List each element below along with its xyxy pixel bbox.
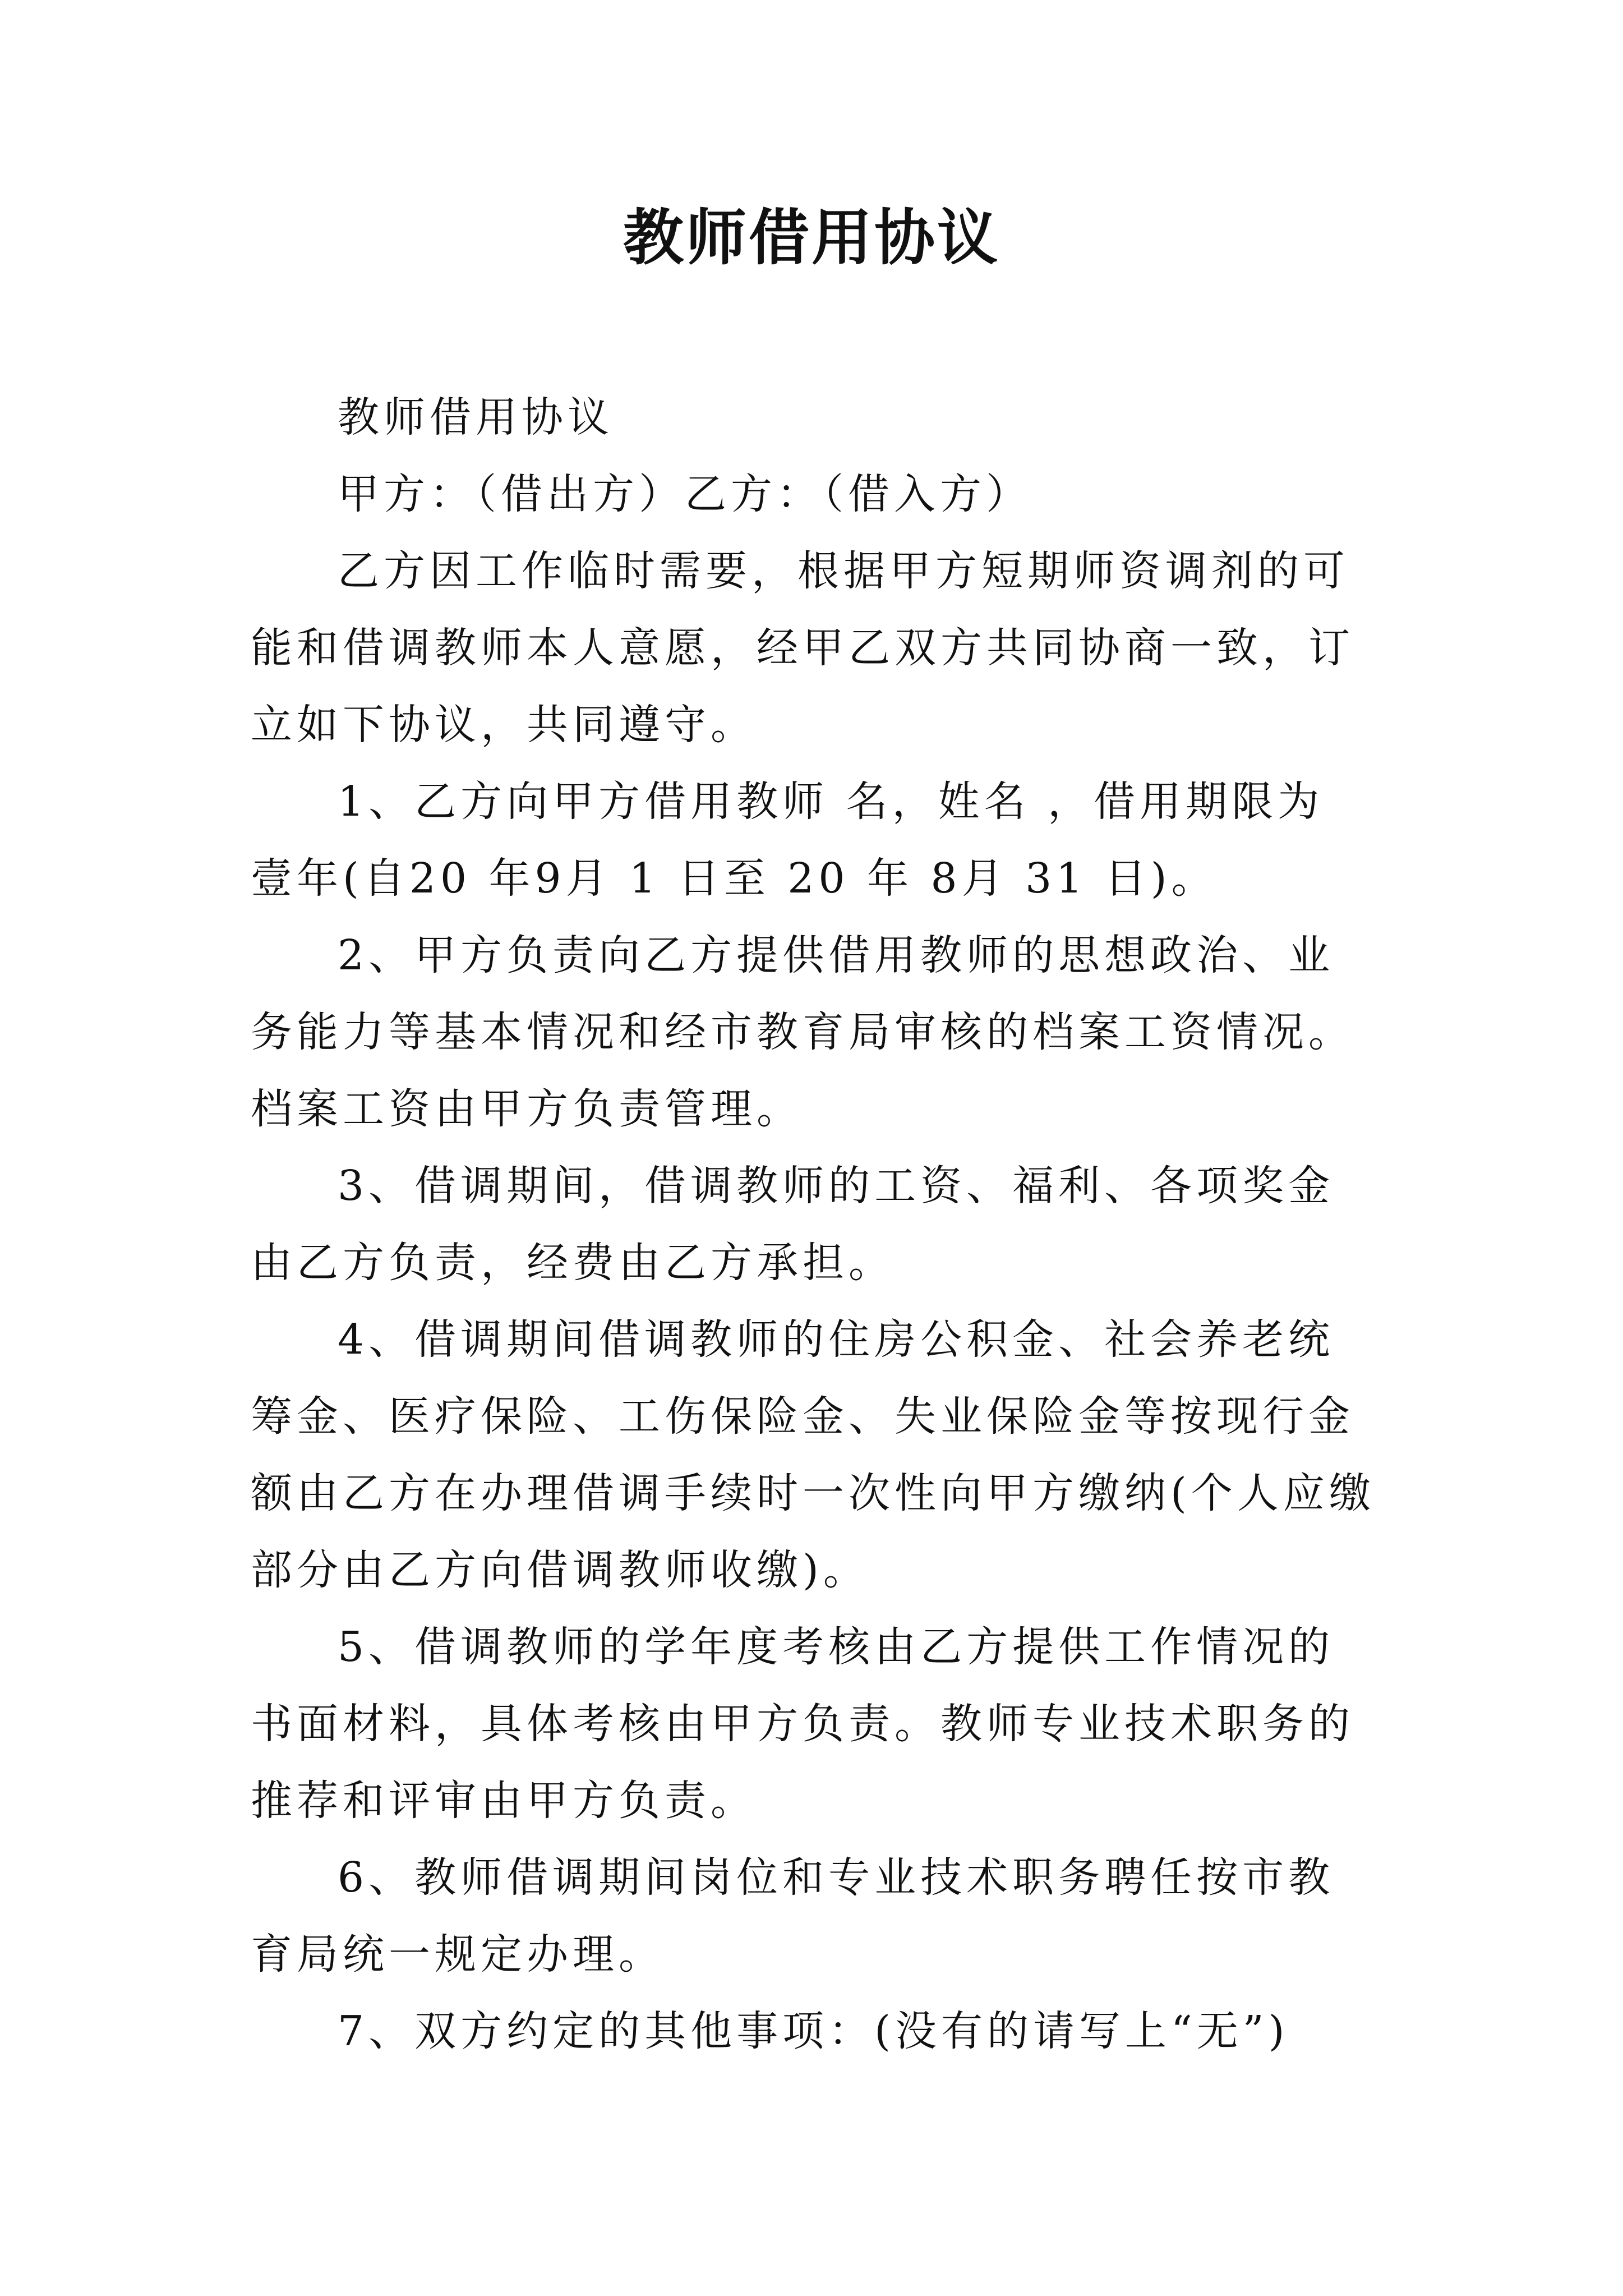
intro-paragraph: 乙方因工作临时需要，根据甲方短期师资调剂的可能和借调教师本人意愿，经甲乙双方共同协商一致，订立如下协议，共同遵守。 — [251, 547, 1354, 749]
parties-paragraph: 甲方：（借出方）乙方：（借入方） — [338, 470, 1032, 518]
clause-2: 2、甲方负责向乙方提供借用教师的思想政治、业务能力等基本情况和经市教育局审核的档案工资情况。档案工资由甲方负责管理。 — [251, 931, 1354, 1133]
clause-1: 1、乙方向甲方借用教师 名，姓名 ，借用期限为 壹年(自20 年9月 1 日至 20 年 8月 31 日)。 — [251, 777, 1324, 903]
clause-5: 5、借调教师的学年度考核由乙方提供工作情况的书面材料，具体考核由甲方负责。教师专业技术职务的推荐和评审由甲方负责。 — [251, 1623, 1354, 1825]
clause-7: 7、双方约定的其他事项：(没有的请写上“无”) — [338, 2007, 1289, 2055]
clause-6: 6、教师借调期间岗位和专业技术职务聘任按市教育局统一规定办理。 — [251, 1853, 1335, 1978]
document-title: 教师借用协议 — [623, 203, 1000, 273]
clause-3: 3、借调期间，借调教师的工资、福利、各项奖金由乙方负责，经费由乙方承担。 — [251, 1162, 1335, 1287]
document-body — [251, 379, 1378, 2070]
clause-4: 4、借调期间借调教师的住房公积金、社会养老统筹金、医疗保险、工伤保险金、失业保险金等按现行金额由乙方在办理借调手续时一次性向甲方缴纳(个人应缴部分由乙方向借调教师收缴)。 — [251, 1315, 1375, 1594]
subtitle-paragraph: 教师借用协议 — [338, 393, 614, 441]
